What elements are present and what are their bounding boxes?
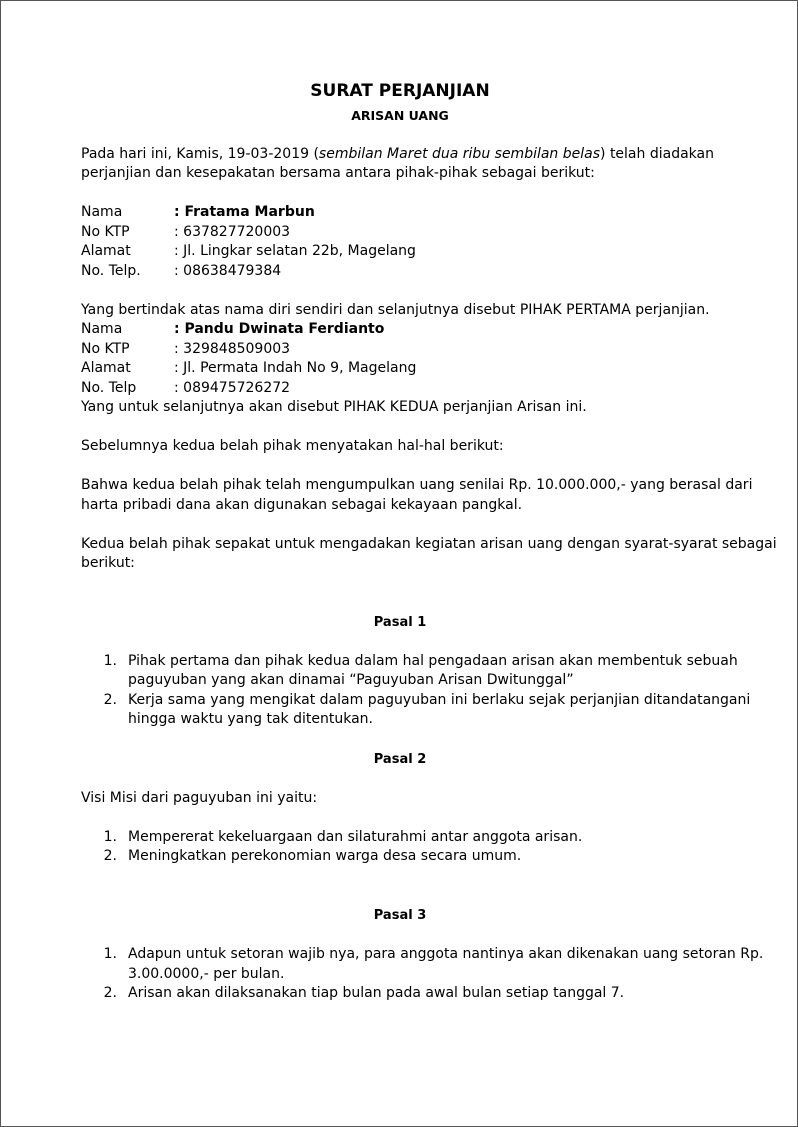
- party2-phone-label: No. Telp: [81, 380, 137, 396]
- pasal1-heading: Pasal 1: [373, 615, 427, 630]
- document-title: SURAT PERJANJIAN: [310, 81, 490, 101]
- pasal1-item1-line2: paguyuban yang akan dinamai “Paguyuban Arisan Dwitunggal”: [128, 672, 574, 688]
- party2-name-value: : Pandu Dwinata Ferdianto: [174, 321, 385, 337]
- pasal1-item2-line2: hingga waktu yang tak ditentukan.: [128, 711, 373, 727]
- pasal3-heading: Pasal 3: [373, 908, 427, 923]
- pasal3-item1-line1: Adapun untuk setoran wajib nya, para anggota nantinya akan dikenakan uang setoran Rp.: [128, 946, 764, 962]
- party2-name-label: Nama: [81, 321, 123, 337]
- pasal3-item2-line1: Arisan akan dilaksanakan tiap bulan pada awal bulan setiap tanggal 7.: [128, 985, 625, 1001]
- statement-line-2: harta pribadi dana akan digunakan sebagai kekayaan pangkal.: [81, 497, 523, 513]
- agreement-line-1: Kedua belah pihak sepakat untuk mengadakan kegiatan arisan uang dengan syarat-syarat sebagai: [81, 536, 777, 552]
- party1-note: Yang bertindak atas nama diri sendiri dan selanjutnya disebut PIHAK PERTAMA perjanjian.: [81, 302, 710, 318]
- pasal2-intro: Visi Misi dari paguyuban ini yaitu:: [81, 790, 318, 806]
- party2-ktp-value: : 329848509003: [174, 341, 291, 357]
- pasal1-item1-line1: Pihak pertama dan pihak kedua dalam hal pengadaan arisan akan membentuk sebuah: [128, 653, 738, 669]
- pasal1-item1-number: 1.: [103, 653, 117, 669]
- party2-ktp-label: No KTP: [81, 341, 130, 357]
- intro-date-words: sembilan Maret dua ribu sembilan belas: [318, 146, 601, 162]
- pasal2-item2-number: 2.: [103, 848, 117, 864]
- pasal2-heading: Pasal 2: [373, 752, 427, 767]
- party2-phone-value: : 089475726272: [174, 380, 291, 396]
- pasal3-item1-line2: 3.00.0000,- per bulan.: [128, 966, 285, 982]
- statement-line-1: Bahwa kedua belah pihak telah mengumpulkan uang senilai Rp. 10.000.000,- yang berasal dari: [81, 477, 753, 493]
- intro-line-1: Pada hari ini, Kamis, 19-03-2019 (sembilan Maret dua ribu sembilan belas) telah diadakan: [81, 146, 714, 162]
- party2-address-label: Alamat: [81, 360, 131, 376]
- party1-phone-value: : 08638479384: [174, 263, 282, 279]
- pasal3-item2-number: 2.: [103, 985, 117, 1001]
- pasal2-item1-line1: Mempererat kekeluargaan dan silaturahmi antar anggota arisan.: [128, 829, 583, 845]
- document-subtitle: ARISAN UANG: [351, 108, 449, 123]
- pasal2-item2-line1: Meningkatkan perekonomian warga desa secara umum.: [128, 848, 522, 864]
- party2-address-value: : Jl. Permata Indah No 9, Magelang: [174, 360, 417, 376]
- party1-ktp-value: : 637827720003: [174, 224, 291, 240]
- party1-address-label: Alamat: [81, 243, 131, 259]
- party1-name-value: : Fratama Marbun: [174, 204, 315, 220]
- pasal3-item1-number: 1.: [103, 946, 117, 962]
- party1-ktp-label: No KTP: [81, 224, 130, 240]
- party1-address-value: : Jl. Lingkar selatan 22b, Magelang: [174, 243, 416, 259]
- agreement-line-2: berikut:: [81, 555, 135, 571]
- party1-phone-label: No. Telp.: [81, 263, 141, 279]
- pasal1-item2-number: 2.: [103, 692, 117, 708]
- statement-intro: Sebelumnya kedua belah pihak menyatakan hal-hal berikut:: [81, 438, 504, 454]
- party2-note: Yang untuk selanjutnya akan disebut PIHAK KEDUA perjanjian Arisan ini.: [81, 399, 587, 415]
- pasal2-item1-number: 1.: [103, 829, 117, 845]
- pasal1-item2-line1: Kerja sama yang mengikat dalam paguyuban ini berlaku sejak perjanjian ditandatangani: [128, 692, 751, 708]
- party1-name-label: Nama: [81, 204, 123, 220]
- intro-line-2: perjanjian dan kesepakatan bersama antara pihak-pihak sebagai berikut:: [81, 165, 595, 181]
